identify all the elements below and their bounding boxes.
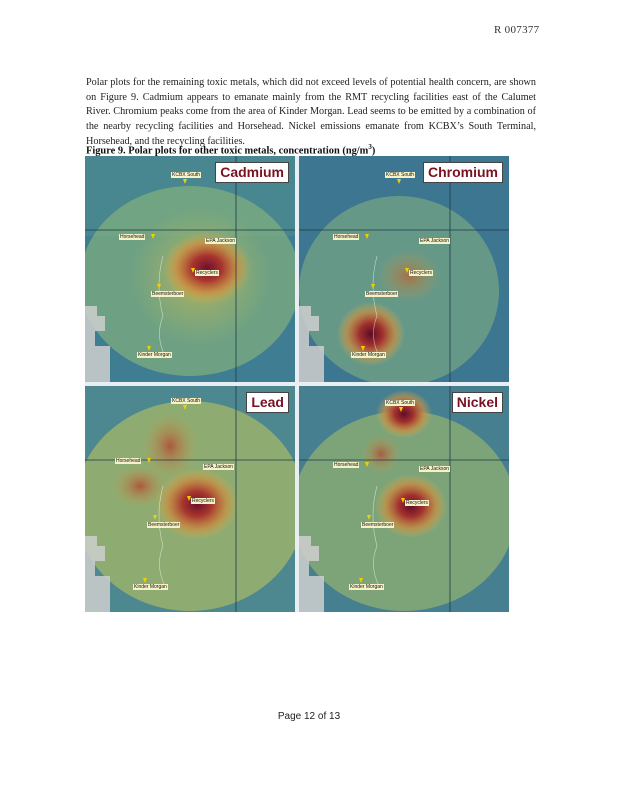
metal-label: Nickel (452, 392, 503, 413)
map-pin-icon (359, 578, 363, 583)
site-label-kinder-morgan: Kinder Morgan (352, 352, 385, 358)
site-label-recyclers: Recyclers (410, 270, 432, 276)
site-label-epa: EPA Jackson (206, 238, 236, 244)
site-label-kcbx: KCBX South (386, 400, 415, 406)
figure-caption (86, 143, 375, 156)
map-pin-icon (187, 496, 191, 501)
map-pin-icon (191, 268, 195, 273)
map-pin-icon (371, 284, 375, 289)
map-pin-icon (367, 515, 371, 520)
site-label-beemsterboer: Beemsterboer (148, 522, 180, 528)
metal-label: Lead (246, 392, 289, 413)
caption-superscript: 3 (368, 143, 372, 151)
body-paragraph: Polar plots for the remaining toxic metals, which did not exceed levels of potential health concern, are shown on Figure 9. Cadmium appears to emanate mainly from the RMT recycling facilities east of the Calumet River. Chromium peaks come from the area of Kinder Morgan. Lead seems to be emitted by a combination of the nearby recycling facilities and Horsehead. Nickel emissions emanate from KCBX’s South Terminal, Horsehead, and the recycling facilities. (86, 77, 536, 147)
site-label-kcbx: KCBX South (172, 398, 201, 404)
map-pin-icon (405, 268, 409, 273)
map-pin-icon (183, 405, 187, 410)
metal-label: Cadmium (215, 162, 289, 183)
site-label-recyclers: Recyclers (192, 498, 214, 504)
polar-plot-map (299, 156, 509, 382)
map-pin-icon (365, 234, 369, 239)
map-pin-icon (157, 284, 161, 289)
site-label-recyclers: Recyclers (196, 270, 218, 276)
map-pin-icon (365, 462, 369, 467)
map-pin-icon (153, 515, 157, 520)
map-pin-icon (399, 407, 403, 412)
site-label-kcbx: KCBX South (172, 172, 201, 178)
map-pin-icon (147, 346, 151, 351)
site-label-beemsterboer: Beemsterboer (152, 291, 184, 297)
panel-cadmium (85, 156, 295, 382)
site-label-epa: EPA Jackson (420, 466, 450, 472)
polar-plot-map (85, 156, 295, 382)
panel-chromium (299, 156, 509, 382)
site-label-horsehead: Horsehead (334, 234, 359, 240)
site-label-epa: EPA Jackson (420, 238, 450, 244)
map-pin-icon (143, 578, 147, 583)
site-label-horsehead: Horsehead (120, 234, 145, 240)
map-pin-icon (147, 458, 151, 463)
map-pin-icon (361, 346, 365, 351)
map-pin-icon (397, 179, 401, 184)
caption-close: ) (371, 145, 376, 157)
map-pin-icon (183, 179, 187, 184)
site-label-beemsterboer: Beemsterboer (362, 522, 394, 528)
site-label-kinder-morgan: Kinder Morgan (138, 352, 171, 358)
site-label-horsehead: Horsehead (116, 458, 141, 464)
site-label-recyclers: Recyclers (406, 500, 428, 506)
site-label-kinder-morgan: Kinder Morgan (134, 584, 167, 590)
map-pin-icon (151, 234, 155, 239)
site-label-kinder-morgan: Kinder Morgan (350, 584, 383, 590)
bates-number: R 007377 (494, 24, 540, 36)
panel-lead (85, 386, 295, 612)
site-label-kcbx: KCBX South (386, 172, 415, 178)
map-pin-icon (401, 498, 405, 503)
page-footer: Page 12 of 13 (277, 711, 341, 722)
polar-plot-figure (85, 156, 509, 612)
site-label-epa: EPA Jackson (204, 464, 234, 470)
caption-text: Figure 9. Polar plots for other toxic metals, concentration (ng/m (86, 145, 369, 157)
metal-label: Chromium (423, 162, 503, 183)
site-label-beemsterboer: Beemsterboer (366, 291, 398, 297)
panel-nickel (299, 386, 509, 612)
site-label-horsehead: Horsehead (334, 462, 359, 468)
